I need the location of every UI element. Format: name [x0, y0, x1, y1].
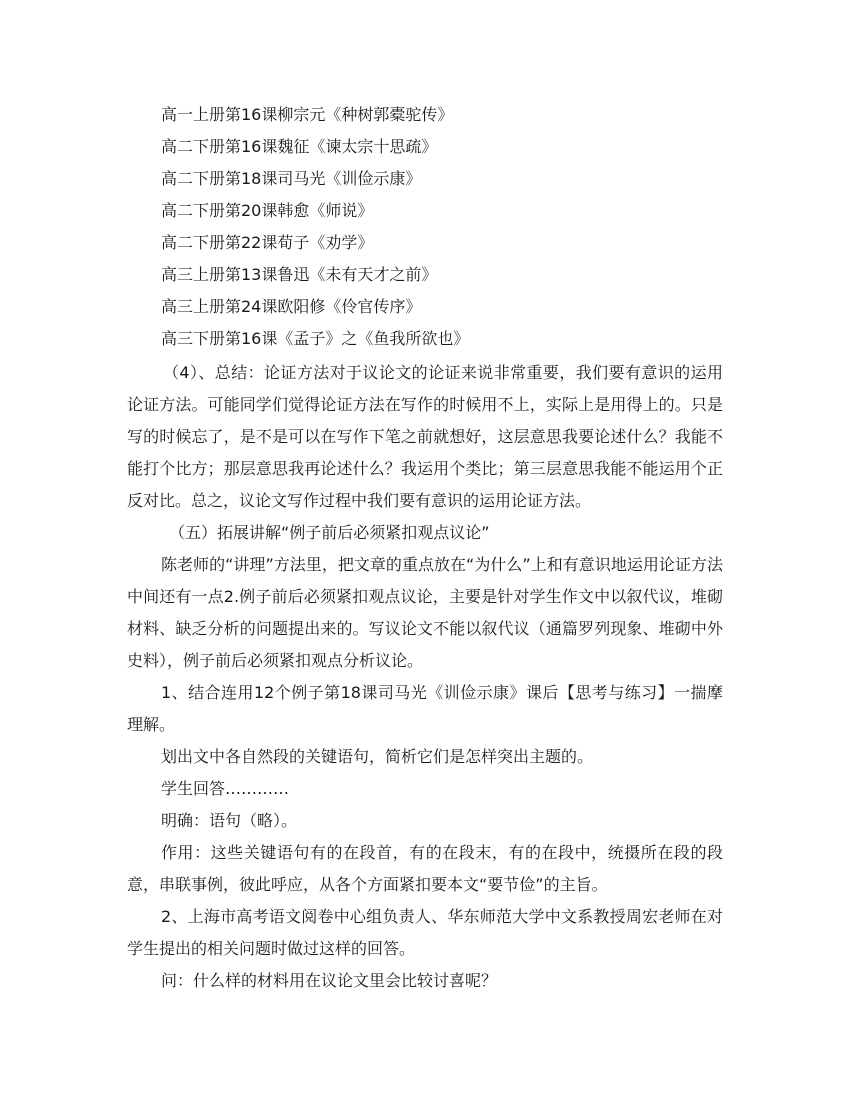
section-heading: （五）拓展讲解“例子前后必须紧扣观点议论” [169, 523, 490, 542]
summary-paragraph: （4）、总结：论证方法对于议论文的论证来说非常重要，我们要有意识的运用论证方法。可能同学们觉得论证方法在写作的时候用不上，实际上是用得上的。只是写的时候忘了，是不是可以在写作下笔之前就想好，这层意思我要论述什么？我能不能打个比方；那层意思我再论述什么？我运用个类比；第三层意思我能不能运用个正反对比。总之，议论文写作过程中我们要有意识的运用论证方法。 [127, 363, 723, 510]
lesson-list [161, 99, 721, 355]
list-item: 高二下册第18课司马光《训俭示康》 [161, 169, 422, 188]
task-paragraph: 划出文中各自然段的关键语句，简析它们是怎样突出主题的。 [161, 747, 594, 766]
question-paragraph: 问：什么样的材料用在议论文里会比较讨喜呢？ [161, 971, 498, 990]
list-item: 高一上册第16课柳宗元《种树郭橐驼传》 [161, 105, 454, 124]
function-paragraph: 作用：这些关键语句有的在段首，有的在段末，有的在段中，统摄所在段的段意，串联事例，彼此呼应，从各个方面紧扣要本文“要节俭”的主旨。 [127, 843, 723, 894]
list-item: 高三上册第24课欧阳修《伶官传序》 [161, 297, 422, 316]
intro-paragraph: 陈老师的“讲理”方法里，把文章的重点放在“为什么”上和有意识地运用论证方法中间还有一点2.例子前后必须紧扣观点议论，主要是针对学生作文中以叙代议，堆砌材料、缺乏分析的问题提出来的。写议论文不能以叙代议（通篇罗列现象、堆砌中外史料），例子前后必须紧扣观点分析议论。 [127, 555, 723, 670]
student-answer-paragraph: 学生回答………… [161, 779, 290, 798]
list-item: 高二下册第16课魏征《谏太宗十思疏》 [161, 137, 438, 156]
point-2-paragraph: 2、上海市高考语文阅卷中心组负责人、华东师范大学中文系教授周宏老师在对学生提出的相关问题时做过这样的回答。 [127, 907, 723, 958]
list-item: 高二下册第22课荀子《劝学》 [161, 233, 374, 252]
list-item: 高三上册第13课鲁迅《未有天才之前》 [161, 265, 438, 284]
body-text [127, 357, 723, 997]
list-item: 高二下册第20课韩愈《师说》 [161, 201, 374, 220]
point-1-paragraph: 1、结合连用12个例子第18课司马光《训俭示康》课后【思考与练习】一揣摩理解。 [127, 683, 723, 734]
clarify-paragraph: 明确：语句（略）。 [161, 811, 298, 830]
list-item: 高三下册第16课《孟子》之《鱼我所欲也》 [161, 329, 470, 348]
